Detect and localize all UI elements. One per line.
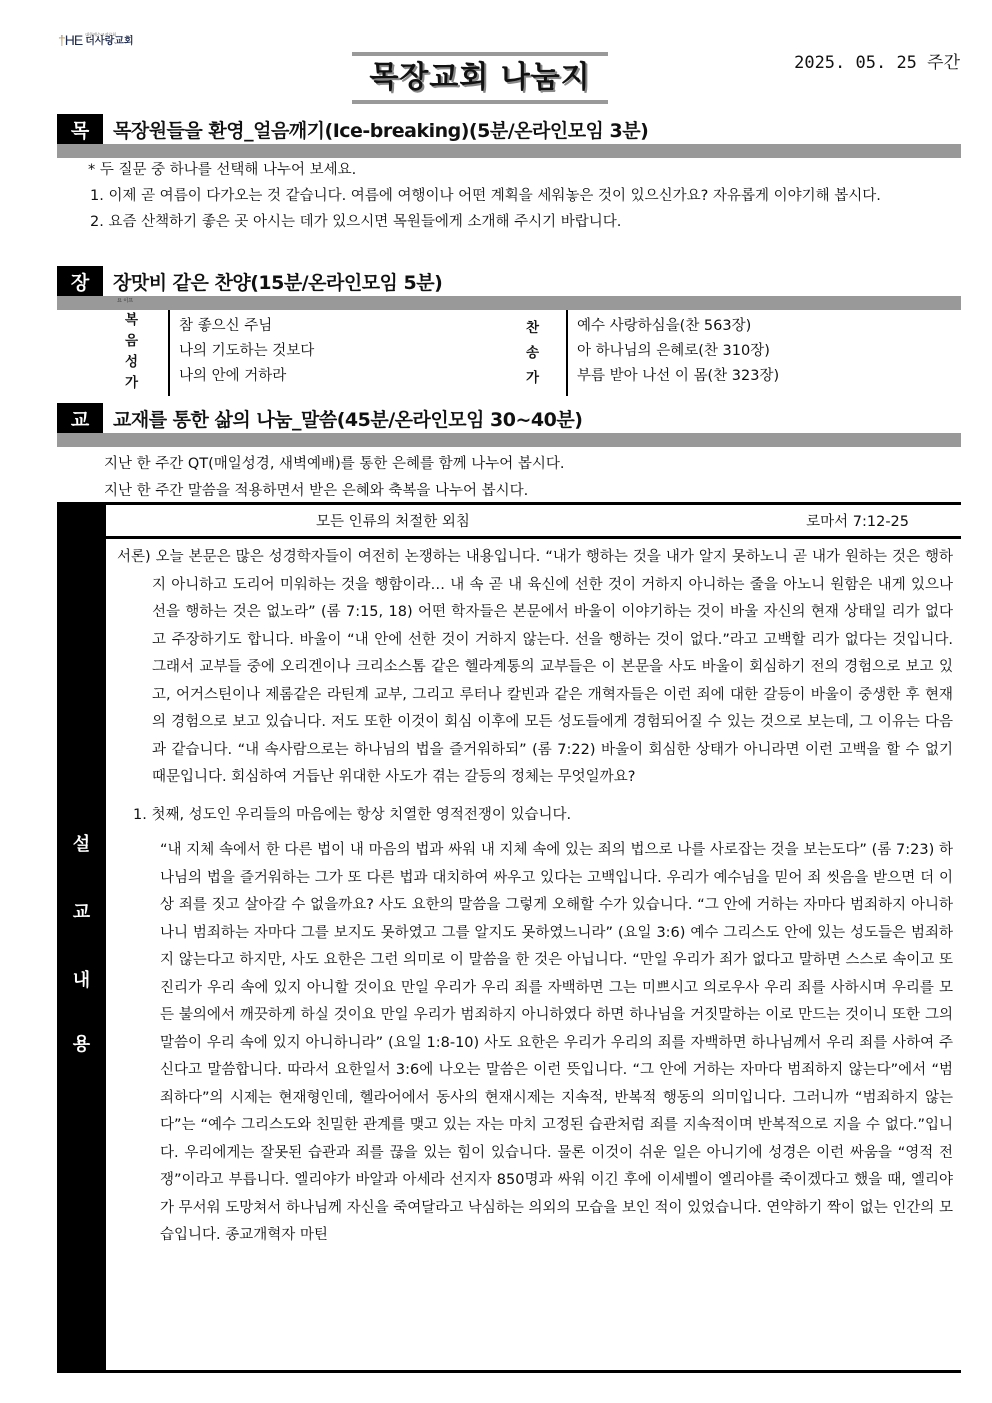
prompt-line: 지난 한 주간 말씀을 적용하면서 받은 은혜와 축복을 나누어 봅시다. [104,483,529,499]
song-item: 참 좋으신 주님 [179,318,273,334]
song-item: 나의 안에 거하라 [179,368,287,384]
gospel-label [125,310,138,394]
section-divider [57,144,961,158]
label-char: 교 [72,902,91,923]
sermon-content [117,544,953,1250]
sermon-point-1-body: “내 지체 속에서 한 다른 법이 내 마음의 법과 싸워 내 지체 속에 있는 죄의 법으로 나를 사로잡는 것을 보는도다” (롬 7:23) 하나님의 법을 즐거워하는 그가 또 다른 법과 대치하여 싸우고 있다는 고백입니다. 우리가 예수님을 믿어 죄 씻음을 받으면 더 이상 죄를 짓고 살아갈 수 없을까요? 사도 요한의 말씀을 그렇게 오해할 수가 있습니다. “그 안에 거하는 자마다 범죄하지 아니하나니 범죄하는 자마다 그를 보지도 못하였고 그를 알지도 못하였느니라” (요일 3:6) 예수 그리스도 안에 있는 성도들은 범죄하지 않는다고 하지만, 사도 요한은 그런 의미로 이 말씀을 한 것은 아닙니다. “만일 우리가 죄가 없다고 말하면 스스로 속이고 또 진리가 우리 속에 있지 아니할 것이요 만일 우리가 우리 죄를 자백하면 그는 미쁘시고 의로우사 우리 죄를 사하시며 우리를 모든 불의에서 깨끗하게 하실 것이요 만일 우리가 범죄하지 아니하였다 하면 하나님을 거짓말하는 이로 만드는 것이니 또한 그의 말씀이 우리 속에 있지 아니하니라” (요일 1:8-10) 사도 요한은 우리가 우리의 죄를 자백하면 하나님께서 우리 죄를 사하여 주신다고 말씀합니다. 따라서 요한일서 3:6에 나오는 말씀은 이런 뜻입니다. “그 안에 거하는 자마다 범죄하지 않는다”에서 “범죄하다”의 시제는 현재형인데, 헬라어에서 동사의 현재시제는 지속적, 반복적 행동의 의미입니다. 그러니까 “범죄하지 않는다”는 “예수 그리스도와 친밀한 관계를 맺고 있는 자는 마치 고정된 습관처럼 죄를 지속적이며 반복적으로 지을 수 없다.”입니다. 우리에게는 잘못된 습관과 죄를 끊을 있는 힘이 있습니다. 물론 이것이 쉬운 일은 아니기에 성경은 이런 싸움을 “영적 전쟁”이라고 부릅니다. 엘리야가 바알과 아세라 선지자 850명과 싸워 이긴 후에 이세벨이 엘리야를 죽이겠다고 했을 때, 엘리야가 무서워 도망쳐서 하나님께 자신을 죽여달라고 낙심하는 의외의 모습을 보인 적이 있었습니다. 연약하기 짝이 없는 인간의 모습입니다. 종교개혁자 마틴 [160,842,953,1243]
logo-subtitle: 대한예수교장로회 [85,32,117,37]
sermon-point-1: 1. 첫째, 성도인 우리들의 마음에는 항상 치열한 영적전쟁이 있습니다. [133,806,572,823]
page-title: 목장교회 나눔지 [369,60,591,95]
song-item: 예수 사랑하심을(찬 563장) [577,318,752,334]
question-1: 1. 이제 곧 여름이 다가오는 것 같습니다. 여름에 여행이나 어떤 계획을 세워놓은 것이 있으신가요? 자유롭게 이야기해 봅시다. [90,188,881,204]
section-heading: 장맛비 같은 찬양(15분/온라인모임 5분) [113,271,443,294]
section-word-header [57,403,961,447]
section-divider [57,296,961,310]
logo-name: 더사랑교회 [85,36,134,47]
sermon-intro: 서론) 오늘 본문은 많은 성경학자들이 여전히 논쟁하는 내용입니다. “내가 행하는 것을 내가 알지 못하노니 곧 내가 원하는 것은 행하지 아니하고 도리어 미워하는 것을 행함이라… 내 속 곧 내 육신에 선한 것이 거하지 아니하는 줄을 아노니 원함은 내게 있으나 선을 행하는 것은 없노라” (롬 7:15, 18) 어떤 학자들은 본문에서 바울이 이야기하는 것이 바울 자신의 현재 상태일 리가 없다고 주장하기도 합니다. 바울이 “내 안에 선한 것이 거하지 않는다. 선을 행하는 것이 없다.”라고 고백할 리가 없다는 것입니다. 그래서 교부들 중에 오리겐이나 크리소스톰 같은 헬라계통의 교부들은 이 본문을 사도 바울이 회심하기 전의 경험으로 보고 있고, 어거스틴이나 제롬같은 라틴계 교부, 그리고 루터나 칼빈과 같은 개혁자들은 이런 죄에 대한 갈등이 바울이 중생한 후 현재의 경험으로 보고 있습니다. 저도 또한 이것이 회심 이후에 모든 성도들에게 경험되어질 수 있는 것으로 보는데, 그 이유는 다음과 같습니다. “내 속사람으로는 하나님의 법을 즐거워하되” (롬 7:22) 바울이 회심한 상태가 아니라면 이런 고백을 할 수 없기 때문입니다. 회심하여 거듭난 위대한 사도가 겪는 갈등의 정체는 무엇일까요? [117,549,953,785]
label-char: 용 [72,1034,91,1055]
song-item: 나의 기도하는 것보다 [179,343,315,359]
tiny-note: 요 이프 [117,298,134,304]
label-char: 가 [125,375,139,391]
section-welcome-header [57,114,961,158]
label-char: 음 [125,333,139,349]
sermon-box [57,502,961,1373]
sermon-side-label [57,502,106,1373]
prompt-line: 지난 한 주간 QT(매일성경, 새벽예배)를 통한 은혜를 함께 나누어 봅시다. [104,456,565,472]
note: * 두 질문 중 하나를 선택해 나누어 보세요. [88,162,357,178]
divider-line [566,310,568,396]
sermon-bottom-border [57,1370,961,1373]
hymn-label [526,316,539,391]
title-bar-bottom [352,100,608,104]
label-char: 찬 [526,320,540,336]
song-item: 아 하나님의 은혜로(찬 310장) [577,343,770,359]
section-word-body [104,451,564,505]
divider-line [168,310,170,396]
label-char: 복 [125,312,139,328]
label-char: 내 [72,970,91,991]
logo-mark: †HE [58,32,83,48]
cross-icon: † [58,32,65,48]
section-badge: 장 [57,266,103,296]
section-welcome-body [88,157,960,235]
question-2: 2. 요즘 산책하기 좋은 곳 아시는 데가 있으시면 목원들에게 소개해 주시기 바랍니다. [90,214,622,230]
section-badge: 목 [57,114,103,144]
label-char: 성 [125,354,139,370]
sermon-reference: 로마서 7:12-25 [806,514,909,530]
gospel-songs [179,314,314,389]
label-char: 설 [72,834,91,855]
section-badge: 교 [57,403,103,433]
label-char: 송 [526,345,540,361]
week-date: 2025. 05. 25 주간 [794,53,960,73]
song-item: 부름 받아 나선 이 몸(찬 323장) [577,368,780,384]
page-title-block [352,52,608,104]
sermon-title: 모든 인류의 처절한 외침 [316,514,470,530]
sermon-header [106,505,961,539]
section-heading: 교재를 통한 삶의 나눔_말씀(45분/온라인모임 30~40분) [113,408,583,431]
label-char: 가 [526,370,540,386]
section-heading: 목장원들을 환영_얼음깨기(Ice-breaking)(5분/온라인모임 3분) [113,119,649,142]
song-list [117,310,967,396]
section-praise-header [57,266,961,310]
hymns [577,314,779,389]
section-divider [57,433,961,447]
church-logo [58,32,134,48]
